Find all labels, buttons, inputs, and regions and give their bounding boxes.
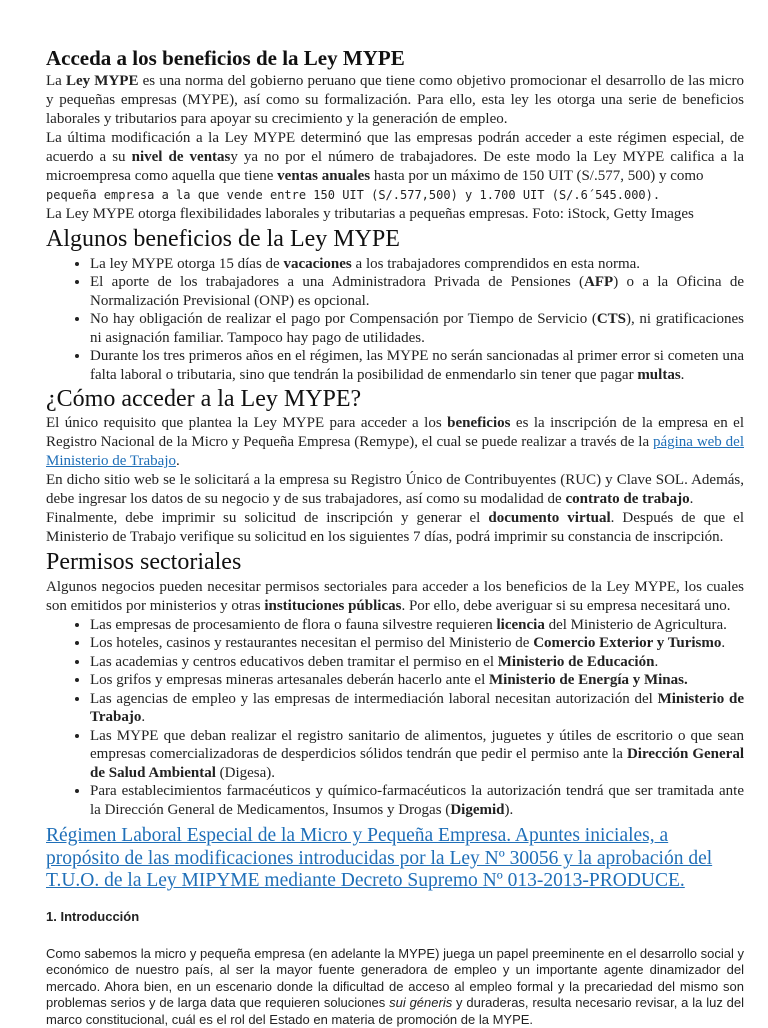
text: Los hoteles, casinos y restaurantes necesitan el permiso del Ministerio de	[90, 635, 534, 652]
list-item	[90, 634, 744, 653]
list-item	[90, 310, 744, 347]
text: ), ni gratificaciones ni asignación familiar. Tampoco hay pago de utilidades.	[90, 311, 745, 346]
bold-text: documento virtual	[488, 510, 611, 527]
text: y ya no por el número de trabajadores. De este modo la Ley MYPE califica a la microempresa como aquella que tiene	[46, 149, 744, 185]
bold-text: licencia	[496, 616, 545, 633]
bold-text: nivel de ventas	[131, 149, 231, 166]
text: La	[46, 73, 66, 90]
list-item	[90, 347, 744, 384]
bold-text: beneficios	[447, 415, 511, 432]
bold-text: instituciones públicas	[264, 597, 402, 614]
section-heading-access: ¿Cómo acceder a la Ley MYPE?	[46, 386, 362, 413]
bold-text: Dirección General de Salud Ambiental	[90, 746, 744, 781]
section-heading-permits: Permisos sectoriales	[46, 549, 242, 576]
text: .	[176, 453, 180, 470]
bold-text: AFP	[584, 274, 614, 291]
bold-text: vacaciones	[283, 255, 352, 272]
text: Los grifos y empresas mineras artesanales deberán hacerlo ante el	[90, 672, 489, 689]
intro-paragraph	[46, 72, 744, 129]
text: La última modificación a la Ley MYPE determinó que las empresas podrán acceder a este régimen especial, de acuerdo a su	[46, 130, 744, 166]
bold-text: multas	[637, 366, 681, 383]
text: y duraderas, resulta necesario revisar, a la luz del marco constitucional, cuál es el rol del Estado en materia de promoción de la MYPE.	[46, 995, 744, 1027]
text: En dicho sitio web se le solicitará a la empresa su Registro Único de Contribuyentes (RUC) y Clave SOL. Además, debe ingresar los datos de su negocio y de sus trabajadores, así como su modalidad de	[46, 472, 744, 508]
website-paragraph	[46, 471, 744, 509]
text: es una norma del gobierno peruano que tiene como objetivo promocionar el desarrollo de las micro y pequeñas empresas (MYPE), así como su formalización. Para ello, esta ley les otorga una serie de beneficios laborales y tributarios para apoyar su crecimiento y la generación de empleo.	[46, 73, 744, 128]
bold-text: CTS	[596, 311, 627, 328]
page-title: Acceda a los beneficios de la Ley MYPE	[46, 46, 405, 70]
introduction-paragraph	[46, 946, 744, 1028]
list-item	[90, 671, 744, 690]
text: Como sabemos la micro y pequeña empresa (en adelante la MYPE) juega un papel preeminente en el desarrollo social y económico de nuestro país, al ser la mayor fuente generadora de empleo y un importante agente dinamizador del mercado. Ahora bien, en un escenario donde la dificultad de acceso al empleo formal y la precariedad del mismo son problemas serios y de larga data que requieren soluciones	[46, 945, 744, 1011]
text: ).	[504, 801, 514, 818]
text: .	[689, 491, 694, 508]
text: . Por ello, debe averiguar si su empresa necesitará uno.	[401, 597, 731, 614]
bold-text: Ministerio de Trabajo	[90, 690, 744, 726]
regimen-laboral-link[interactable]: Régimen Laboral Especial de la Micro y Pequeña Empresa. Apuntes iniciales, a propósito de las modificaciones introducidas por la Ley Nº 30056 y la aprobación del T.U.O. de la Ley MIPYME mediante Decreto Supremo Nº 013-2013-PRODUCE.	[46, 825, 713, 892]
text: .	[721, 635, 726, 652]
text: Algunos negocios pueden necesitar permisos sectoriales para acceder a los beneficios de la Ley MYPE, los cuales son emitidos por ministerios y otras	[46, 578, 744, 614]
text: Las agencias de empleo y las empresas de intermediación laboral necesitan autorización del	[90, 690, 658, 707]
list-item	[90, 690, 744, 727]
introduction-heading: 1. Introducción	[46, 908, 140, 924]
text: Las MYPE que deban realizar el registro sanitario de alimentos, juguetes y útiles de escritorio o que sean empresas comercializadoras de desperdicios sólidos tendrán que pedir el permiso ante la	[90, 727, 744, 763]
permits-paragraph	[46, 578, 744, 616]
text: hasta por un máximo de 150 UIT (S/.577, 500) y como	[370, 168, 704, 185]
benefits-list	[46, 255, 744, 385]
text: .	[680, 366, 685, 383]
text: Las empresas de procesamiento de flora o fauna silvestre requieren	[90, 616, 497, 633]
text: Para establecimientos farmacéuticos y químico-farmacéuticos la autorización tendrá que ser tramitada ante la Dirección General de Medicamentos, Insumos y Drogas (	[90, 783, 744, 818]
list-item	[90, 727, 744, 783]
bold-text: contrato de trabajo	[565, 491, 690, 508]
text: . Después de que el Ministerio de Trabajo verifique su solicitud en los siguientes 7 días, podrá imprimir su constancia de inscripción.	[46, 510, 745, 546]
text: del Ministerio de Agricultura.	[544, 616, 727, 633]
text: .	[141, 709, 146, 726]
access-paragraph	[46, 414, 744, 471]
text: La ley MYPE otorga 15 días de	[90, 255, 284, 272]
ministry-web-link[interactable]: página web del Ministerio de Trabajo	[46, 434, 744, 470]
text: Las academias y centros educativos deben tramitar el permiso en el	[90, 653, 498, 670]
section-heading-benefits: Algunos beneficios de la Ley MYPE	[46, 226, 400, 253]
bold-text: Comercio Exterior y Turismo	[533, 635, 722, 652]
list-item	[90, 616, 744, 635]
bold-text: Ministerio de Educación	[497, 653, 655, 670]
photo-caption: La Ley MYPE otorga flexibilidades laborales y tributarias a pequeñas empresas. Foto: iStock, Getty Images	[46, 206, 694, 223]
list-item	[90, 782, 744, 819]
text: El aporte de los trabajadores a una Administradora Privada de Pensiones (	[90, 274, 585, 291]
text: Finalmente, debe imprimir su solicitud de inscripción y generar el	[46, 510, 489, 527]
bold-text: Ley MYPE	[65, 73, 139, 90]
text: El único requisito que plantea la Ley MYPE para acceder a los	[46, 415, 448, 432]
bold-text: ventas anuales	[277, 168, 371, 185]
modification-paragraph	[46, 129, 744, 205]
list-item	[90, 255, 744, 274]
bold-text: Digemid	[450, 801, 505, 818]
final-paragraph	[46, 509, 744, 547]
list-item	[90, 653, 744, 672]
text: ) o a la Oficina de Normalización Previsional (ONP) es opcional.	[90, 274, 744, 309]
text: Durante los tres primeros años en el régimen, las MYPE no serán sancionadas al primer error si cometen una falta laboral o tributaria, sino que tendrán la posibilidad de enmendarlo sin tener que pagar	[90, 348, 744, 383]
text: es la inscripción de la empresa en el Registro Nacional de la Micro y Pequeña Empresa (Remype), el cual se puede realizar a través de la	[46, 415, 744, 451]
list-item	[90, 273, 744, 310]
text: a los trabajadores comprendidos en esta norma.	[351, 255, 641, 272]
bold-text: Ministerio de Energía y Minas.	[489, 672, 688, 689]
permits-list	[46, 616, 744, 820]
italic-text: sui géneris	[389, 995, 453, 1011]
mono-text: pequeña empresa a la que vende entre 150 UIT (S/.577,500) y 1.700 UIT (S/.6´545.000).	[46, 188, 661, 203]
text: No hay obligación de realizar el pago por Compensación por Tiempo de Servicio (	[90, 311, 597, 328]
text: (Digesa).	[215, 764, 276, 781]
text: .	[654, 653, 659, 670]
